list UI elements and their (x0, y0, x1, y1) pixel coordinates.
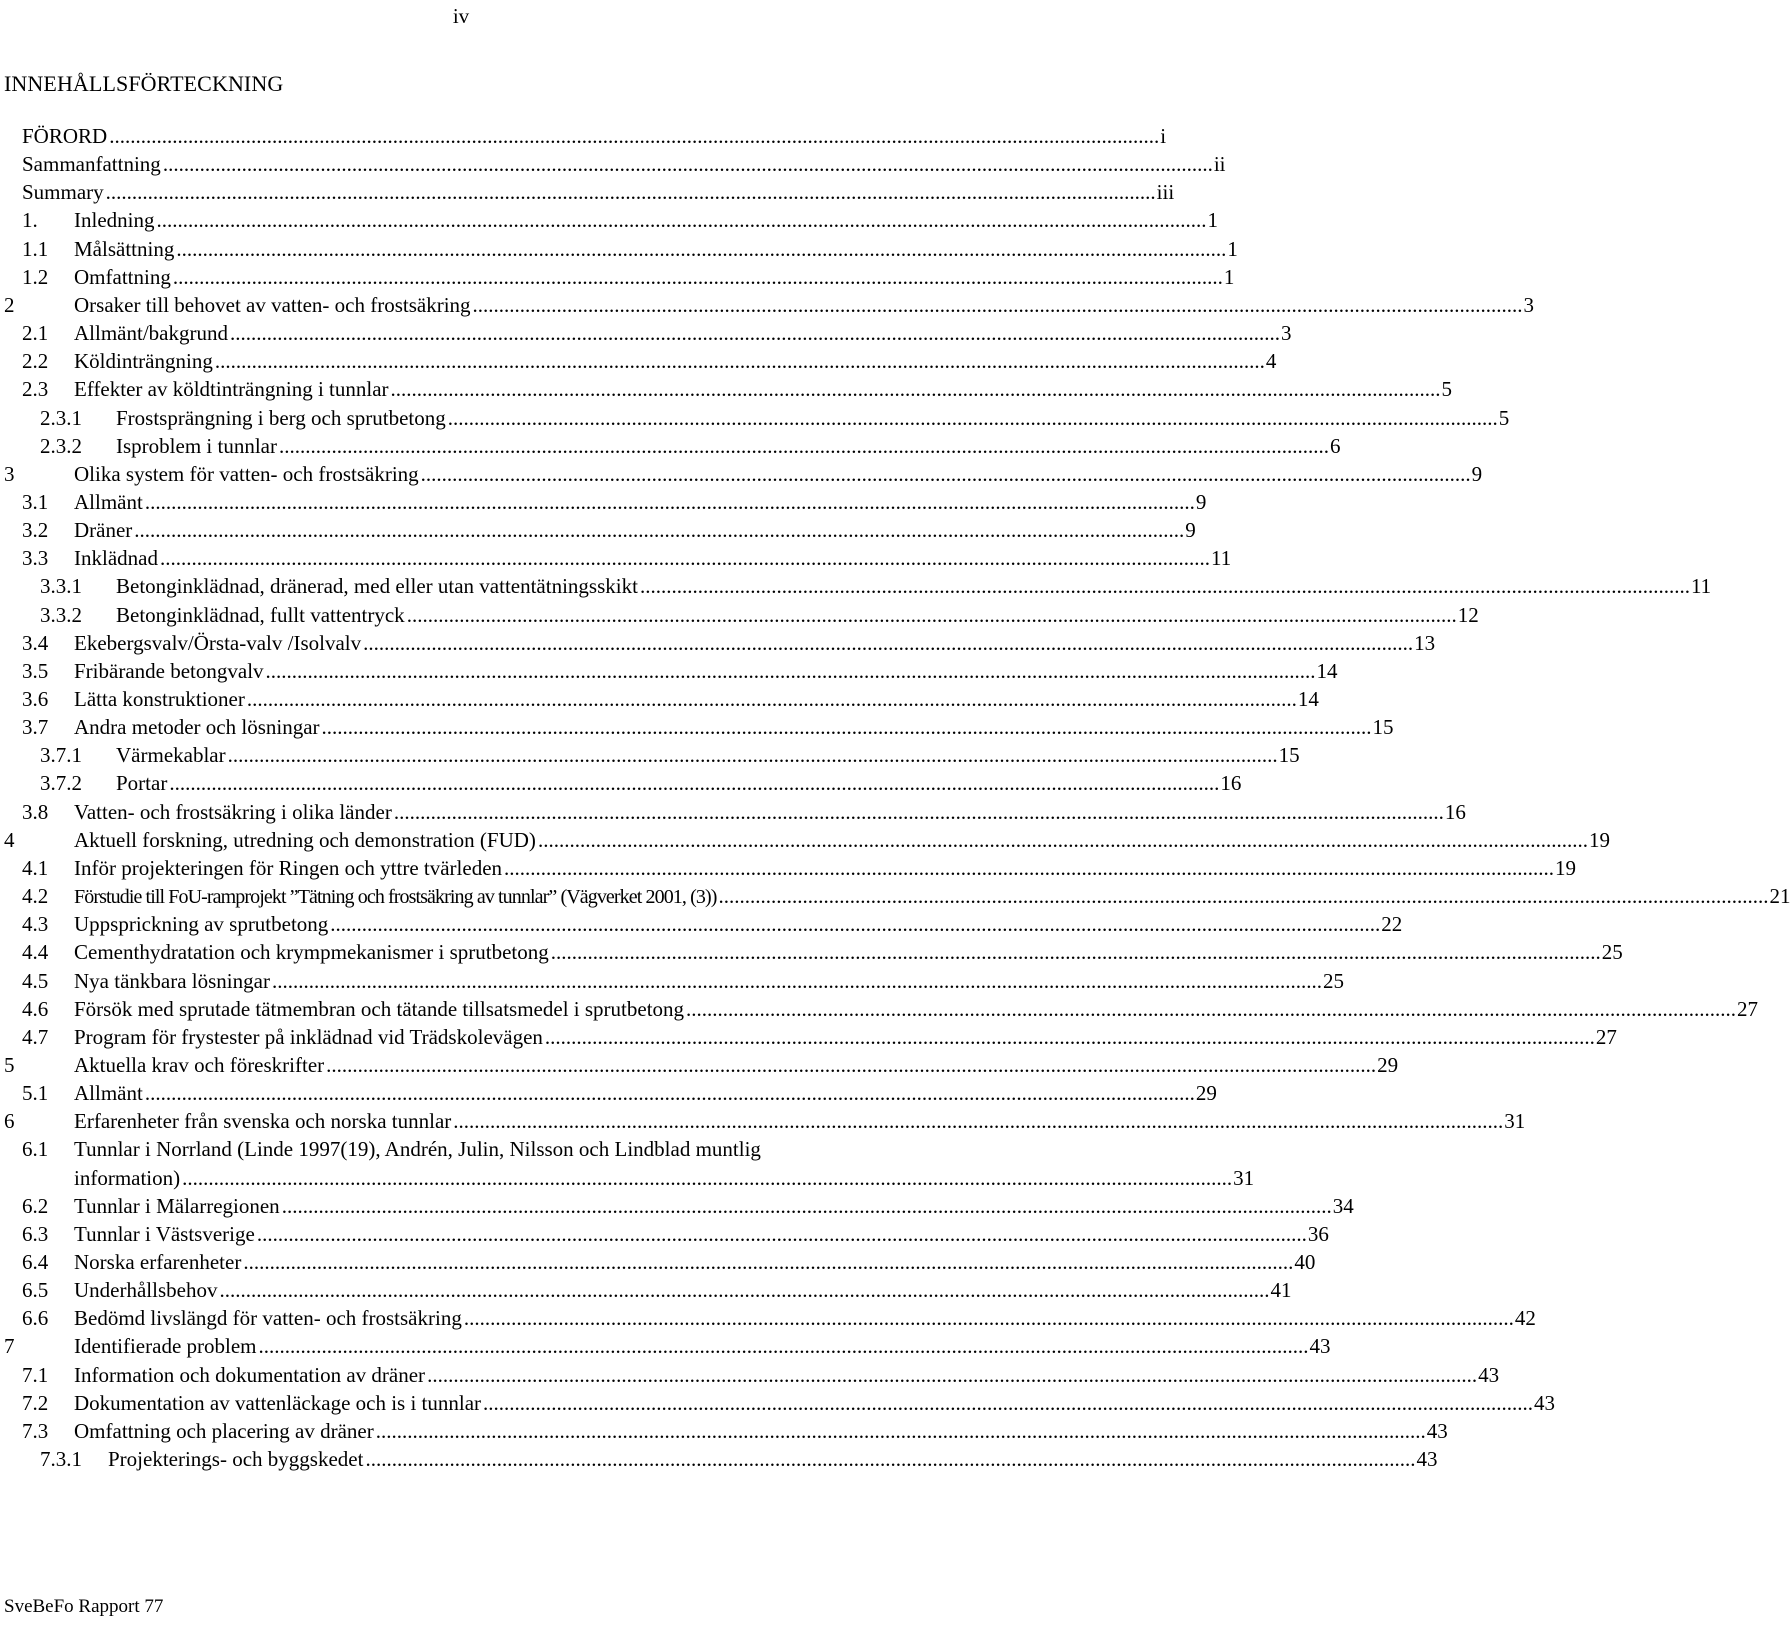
toc-entry[interactable] (0, 488, 1207, 516)
toc-entry-title: Köldinträngning (74, 349, 213, 374)
toc-entry-page: 9 (1471, 461, 1483, 486)
toc-leader-dots: ........................................................................................................................................................................................................ (544, 1024, 1595, 1049)
toc-leader-dots: ........................................................................................................................................................................................................ (214, 349, 1265, 374)
toc-entry-title: Ekebergsvalv/Örsta-valv /Isolvalv (74, 630, 362, 655)
toc-entry-page: 31 (1233, 1165, 1255, 1190)
toc-entry-number: 6.6 (22, 1306, 49, 1331)
toc-entry[interactable] (0, 1332, 1331, 1360)
toc-entry[interactable] (0, 657, 1338, 685)
toc-entry[interactable] (0, 1417, 1448, 1445)
toc-entry-page: 19 (1555, 855, 1577, 880)
toc-leader-dots: ........................................................................................................................................................................................................ (718, 884, 1769, 909)
toc-entry[interactable] (0, 1445, 1438, 1473)
toc-entry-number: 3.6 (22, 687, 49, 711)
toc-entry-number: 3.5 (22, 658, 49, 683)
toc-entry-title: Värmekablar (116, 743, 226, 768)
toc-entry-number: 4.3 (22, 912, 49, 937)
toc-entry[interactable] (0, 882, 1791, 910)
toc-entry[interactable] (0, 1107, 1526, 1135)
toc-entry-page: 15 (1278, 743, 1300, 768)
toc-leader-dots: ........................................................................................................................................................................................................ (109, 124, 1160, 148)
toc-entry-page: 1 (1227, 236, 1238, 261)
toc-entry-number: 3.3 (22, 546, 49, 571)
toc-entry[interactable] (0, 1051, 1399, 1079)
toc-leader-dots: ........................................................................................................................................................................................................ (227, 743, 1278, 768)
toc-entry[interactable] (0, 1389, 1556, 1417)
toc-entry-title: Omfattning och placering av dräner (74, 1418, 374, 1443)
toc-entry-page: 21 (1769, 884, 1791, 909)
toc-entry-number: 7.3 (22, 1418, 49, 1443)
toc-entry-page: 27 (1737, 996, 1759, 1021)
toc-entry[interactable] (0, 713, 1394, 741)
toc-entry[interactable] (0, 995, 1759, 1023)
toc-leader-dots: ........................................................................................................................................................................................................ (427, 1362, 1478, 1387)
toc-entry-page: 22 (1381, 912, 1403, 937)
toc-leader-dots: ........................................................................................................................................................................................................ (686, 996, 1737, 1021)
toc-entry-page: 13 (1414, 630, 1436, 655)
toc-leader-dots: ........................................................................................................................................................................................................ (162, 152, 1213, 177)
toc-entry-page: 5 (1441, 377, 1453, 402)
toc-entry-number: 6.2 (22, 1193, 49, 1218)
toc-leader-dots: ........................................................................................................................................................................................................ (504, 855, 1555, 880)
toc-entry-title: Projekterings- och byggskedet (108, 1447, 364, 1472)
toc-entry-title: Underhållsbehov (74, 1278, 218, 1303)
toc-entry-page: 16 (1444, 799, 1466, 824)
toc-entry-number: 1.1 (22, 236, 49, 261)
toc-entry-title: Vatten- och frostsäkring i olika länder (74, 799, 392, 824)
toc-entry-number: 2 (4, 292, 15, 317)
toc-entry[interactable] (0, 375, 1453, 403)
toc-entry-title: Identifierade problem (74, 1334, 257, 1359)
toc-leader-dots: ........................................................................................................................................................................................................ (265, 658, 1316, 683)
toc-entry-title: Portar (116, 771, 168, 796)
toc-leader-dots: ........................................................................................................................................................................................................ (447, 405, 1498, 430)
report-footer: SveBeFo Rapport 77 (4, 1596, 164, 1617)
toc-entry-page: 41 (1270, 1278, 1292, 1303)
toc-entry-page: 36 (1307, 1221, 1329, 1246)
toc-entry-title: Sammanfattning (22, 152, 161, 177)
toc-entry-number: 6.4 (22, 1250, 49, 1274)
toc-entry[interactable] (0, 206, 1218, 234)
toc-entry-page: 43 (1478, 1362, 1500, 1387)
toc-entry-title: Erfarenheter från svenska och norska tunnlar (74, 1109, 452, 1134)
toc-leader-dots: ........................................................................................................................................................................................................ (144, 1081, 1195, 1106)
toc-entry-page: 1 (1223, 264, 1235, 289)
toc-leader-dots: ........................................................................................................................................................................................................ (363, 630, 1414, 655)
toc-entry-number: 2.1 (22, 321, 49, 346)
toc-entry-title: Olika system för vatten- och frostsäkring (74, 461, 419, 486)
toc-entry-number: 3.3.1 (40, 574, 82, 599)
toc-entry[interactable] (0, 1220, 1329, 1248)
toc-leader-dots: ........................................................................................................................................................................................................ (182, 1165, 1233, 1190)
toc-leader-dots: ........................................................................................................................................................................................................ (463, 1306, 1514, 1331)
toc-entry-title: Aktuell forskning, utredning och demonstration (FUD) (74, 827, 536, 852)
toc-leader-dots: ........................................................................................................................................................................................................ (639, 574, 1690, 599)
toc-entry-number: 3.7 (22, 715, 49, 740)
toc-heading: INNEHÅLLSFÖRTECKNING (4, 71, 284, 96)
toc-entry-page: 25 (1322, 968, 1344, 993)
toc-entry-number: 4.2 (22, 884, 49, 909)
toc-entry-title: Allmänt/bakgrund (74, 321, 228, 346)
toc-entry-title: Dokumentation av vattenläckage och is i tunnlar (74, 1390, 482, 1415)
toc-entry-title: Betonginklädnad, fullt vattentryck (116, 602, 405, 627)
toc-leader-dots: ........................................................................................................................................................................................................ (330, 912, 1381, 937)
toc-entry-page: 3 (1280, 321, 1292, 346)
toc-entry-number: 1.2 (22, 264, 49, 289)
toc-entry-page: 6 (1329, 433, 1341, 458)
toc-entry[interactable] (0, 629, 1436, 657)
toc-entry-number: 3.8 (22, 799, 49, 824)
toc-entry-page: 14 (1297, 687, 1319, 711)
toc-leader-dots: ........................................................................................................................................................................................................ (453, 1109, 1504, 1134)
toc-entry-number: 3.3.2 (40, 602, 82, 627)
toc-entry-title: Fribärande betongvalv (74, 658, 264, 683)
toc-entry-title: Cementhydratation och krympmekanismer i sprutbetong (74, 940, 549, 965)
toc-entry-number: 6.1 (22, 1137, 49, 1162)
toc-entry[interactable] (0, 769, 1242, 797)
toc-entry-title: Lätta konstruktioner (74, 687, 245, 711)
toc-entry[interactable] (0, 432, 1341, 460)
toc-entry-number: 3.4 (22, 630, 49, 655)
toc-entry-page: 19 (1588, 827, 1610, 852)
toc-entry-page: 11 (1210, 546, 1232, 571)
toc-entry[interactable] (0, 854, 1577, 882)
toc-entry-title: Tunnlar i Mälarregionen (74, 1193, 280, 1218)
toc-entry-number: 3.1 (22, 489, 49, 514)
toc-entry-page: 29 (1377, 1052, 1399, 1077)
toc-entry[interactable] (0, 291, 1535, 319)
toc-entry[interactable] (0, 967, 1344, 995)
toc-entry[interactable] (0, 826, 1610, 854)
toc-leader-dots: ........................................................................................................................................................................................................ (271, 968, 1322, 993)
toc-entry-number: 5 (4, 1052, 15, 1077)
toc-entry-number: 4.5 (22, 968, 49, 993)
toc-entry-page: 11 (1690, 574, 1712, 599)
toc-entry-number: 3 (4, 461, 15, 486)
toc-entry-title: Tunnlar i Norrland (Linde 1997(19), Andrén, Julin, Nilsson och Lindblad muntlig (74, 1137, 761, 1162)
toc-entry-title: Summary (22, 180, 104, 205)
toc-entry-title: Tunnlar i Västsverige (74, 1221, 255, 1246)
toc-entry-title: Aktuella krav och föreskrifter (74, 1052, 325, 1077)
toc-leader-dots: ........................................................................................................................................................................................................ (278, 433, 1329, 458)
toc-entry-page: 29 (1195, 1081, 1217, 1106)
toc-entry-page: 43 (1426, 1418, 1448, 1443)
toc-leader-dots: ........................................................................................................................................................................................................ (281, 1193, 1332, 1218)
toc-entry-title: Nya tänkbara lösningar (74, 968, 270, 993)
toc-leader-dots: ........................................................................................................................................................................................................ (156, 208, 1207, 233)
toc-entry[interactable] (0, 1276, 1292, 1304)
toc-leader-dots: ........................................................................................................................................................................................................ (144, 489, 1195, 514)
toc-entry-title: Program för frystester på inklädnad vid Trädskolevägen (74, 1024, 543, 1049)
toc-entry-page: 5 (1498, 405, 1510, 430)
toc-entry-page: 3 (1523, 292, 1535, 317)
toc-leader-dots: ........................................................................................................................................................................................................ (326, 1052, 1377, 1077)
toc-entry-number: 4 (4, 827, 15, 852)
toc-entry-number: 4.7 (22, 1024, 49, 1049)
toc-entry-title: Betonginklädnad, dränerad, med eller utan vattentätningsskikt (116, 574, 638, 599)
toc-entry-number: 1. (22, 208, 38, 233)
toc-entry-title: Effekter av köldtinträngning i tunnlar (74, 377, 389, 402)
toc-entry-title: Inledning (74, 208, 155, 233)
toc-entry-number: 3.7.1 (40, 743, 82, 768)
toc-entry-title: Andra metoder och lösningar (74, 715, 320, 740)
toc-entry[interactable] (0, 741, 1300, 769)
toc-entry-number: 7.1 (22, 1362, 49, 1387)
toc-entry-title: Inför projekteringen för Ringen och yttre tvärleden (74, 855, 503, 880)
toc-entry-title: Omfattning (74, 264, 171, 289)
toc-leader-dots: ........................................................................................................................................................................................................ (134, 518, 1185, 543)
toc-entry[interactable] (0, 938, 1623, 966)
toc-entry-page: ii (1213, 152, 1226, 177)
toc-entry-number: 6 (4, 1109, 15, 1134)
toc-leader-dots: ........................................................................................................................................................................................................ (169, 771, 1220, 796)
toc-entry-page: 4 (1265, 349, 1277, 374)
toc-entry[interactable] (0, 1023, 1617, 1051)
toc-entry-number: 6.3 (22, 1221, 49, 1246)
toc-leader-dots: ........................................................................................................................................................................................................ (219, 1278, 1270, 1303)
toc-entry-title: information) (74, 1165, 181, 1190)
toc-entry-title: Information och dokumentation av dräner (74, 1362, 426, 1387)
toc-leader-dots: ........................................................................................................................................................................................................ (256, 1221, 1307, 1246)
toc-entry-number: 4.6 (22, 996, 49, 1021)
toc-entry-title: Allmänt (74, 489, 143, 514)
toc-entry-number: 7.3.1 (40, 1447, 82, 1472)
toc-entry-number: 7 (4, 1334, 15, 1359)
toc-entry-title: Isproblem i tunnlar (116, 433, 277, 458)
toc-leader-dots: ........................................................................................................................................................................................................ (258, 1334, 1309, 1359)
toc-entry-title: Bedömd livslängd för vatten- och frostsäkring (74, 1306, 462, 1331)
toc-entry[interactable] (0, 685, 1319, 713)
toc-entry-page: 15 (1372, 715, 1394, 740)
toc-entry[interactable] (0, 1192, 1354, 1220)
toc-entry[interactable] (0, 601, 1479, 629)
toc-entry-page: 43 (1309, 1334, 1331, 1359)
toc-leader-dots: ........................................................................................................................................................................................................ (550, 940, 1601, 965)
toc-entry-number: 2.2 (22, 349, 49, 374)
toc-leader-dots: ........................................................................................................................................................................................................ (176, 236, 1227, 261)
toc-entry-page: 34 (1332, 1193, 1354, 1218)
toc-entry-page: i (1160, 124, 1167, 148)
toc-entry-page: 27 (1595, 1024, 1617, 1049)
toc-entry[interactable] (0, 460, 1483, 488)
toc-entry-page: 1 (1207, 208, 1218, 233)
toc-entry-page: 25 (1601, 940, 1623, 965)
toc-entry-number: 6.5 (22, 1278, 49, 1303)
toc-entry[interactable] (0, 798, 1466, 826)
toc-entry-page: 16 (1220, 771, 1242, 796)
toc-entry-title: Inklädnad (74, 546, 158, 571)
toc-entry-title: Målsättning (74, 236, 175, 261)
toc-entry-number: 3.2 (22, 518, 49, 543)
toc-leader-dots: ........................................................................................................................................................................................................ (393, 799, 1444, 824)
toc-entry[interactable] (0, 404, 1510, 432)
toc-leader-dots: ........................................................................................................................................................................................................ (246, 687, 1297, 711)
toc-entry[interactable] (0, 122, 1167, 150)
toc-entry[interactable] (0, 235, 1238, 263)
toc-entry-page: 43 (1416, 1447, 1438, 1472)
toc-entry[interactable] (0, 263, 1235, 291)
toc-entry-title: Frostsprängning i berg och sprutbetong (116, 405, 446, 430)
toc-entry[interactable] (0, 544, 1232, 572)
toc-entry-number: 4.1 (22, 855, 49, 880)
toc-entry-title: Allmänt (74, 1081, 143, 1106)
toc-entry-page: 31 (1504, 1109, 1526, 1134)
toc-leader-dots: ........................................................................................................................................................................................................ (365, 1447, 1416, 1472)
toc-entry-number: 7.2 (22, 1390, 49, 1415)
toc-leader-dots: ........................................................................................................................................................................................................ (375, 1418, 1426, 1443)
toc-entry[interactable] (0, 516, 1196, 544)
toc-entry-page: 14 (1316, 658, 1338, 683)
toc-leader-dots: ........................................................................................................................................................................................................ (483, 1390, 1534, 1415)
toc-entry-number: 4.4 (22, 940, 49, 965)
toc-entry-title: Försök med sprutade tätmembran och tätande tillsatsmedel i sprutbetong (74, 996, 685, 1021)
toc-leader-dots: ........................................................................................................................................................................................................ (229, 321, 1280, 346)
toc-entry[interactable] (0, 1135, 922, 1163)
toc-leader-dots: ........................................................................................................................................................................................................ (172, 264, 1223, 289)
toc-entry[interactable] (0, 178, 1175, 206)
toc-entry-number: 2.3.1 (40, 405, 82, 430)
toc-entry-page: 40 (1294, 1250, 1316, 1274)
toc-leader-dots: ........................................................................................................................................................................................................ (390, 377, 1441, 402)
toc-leader-dots: ........................................................................................................................................................................................................ (472, 292, 1523, 317)
toc-entry[interactable] (0, 150, 1226, 178)
toc-leader-dots: ........................................................................................................................................................................................................ (537, 827, 1588, 852)
toc-entry-title: Dräner (74, 518, 133, 543)
toc-entry-title: Uppsprickning av sprutbetong (74, 912, 329, 937)
toc-entry[interactable] (0, 1079, 1217, 1107)
toc-entry-title: Norska erfarenheter (74, 1250, 242, 1274)
toc-entry-page: 43 (1534, 1390, 1556, 1415)
toc-entry-page: iii (1156, 180, 1175, 205)
toc-entry-number: 2.3 (22, 377, 49, 402)
toc-entry[interactable] (0, 910, 1403, 938)
toc-leader-dots: ........................................................................................................................................................................................................ (321, 715, 1372, 740)
toc-leader-dots: ........................................................................................................................................................................................................ (159, 546, 1210, 571)
toc-entry[interactable] (0, 1248, 1316, 1276)
toc-leader-dots: ........................................................................................................................................................................................................ (105, 180, 1156, 205)
toc-entry-page: 12 (1457, 602, 1479, 627)
toc-leader-dots: ........................................................................................................................................................................................................ (406, 602, 1457, 627)
toc-entry-page: 42 (1514, 1306, 1536, 1331)
toc-entry-number: 2.3.2 (40, 433, 82, 458)
toc-entry[interactable] (0, 1361, 1500, 1389)
toc-entry-title: Orsaker till behovet av vatten- och frostsäkring (74, 292, 471, 317)
toc-entry-page: 9 (1195, 489, 1207, 514)
toc-entry-title: FÖRORD (22, 124, 108, 148)
toc-entry[interactable] (0, 1304, 1536, 1332)
page-number: iv (452, 4, 470, 28)
toc-entry-page: 9 (1185, 518, 1196, 543)
toc-entry[interactable] (0, 347, 1277, 375)
toc-entry[interactable] (0, 319, 1292, 347)
toc-entry[interactable] (0, 572, 1712, 600)
toc-entry-number: 3.7.2 (40, 771, 82, 796)
toc-leader-dots: ........................................................................................................................................................................................................ (243, 1250, 1294, 1274)
toc-entry-title: Förstudie till FoU-ramprojekt ”Tätning och frostsäkring av tunnlar” (Vägverket 2001, (3)) (74, 886, 717, 909)
toc-leader-dots: ........................................................................................................................................................................................................ (420, 461, 1471, 486)
toc-entry[interactable] (0, 1164, 1255, 1192)
toc-entry-number: 5.1 (22, 1081, 49, 1106)
